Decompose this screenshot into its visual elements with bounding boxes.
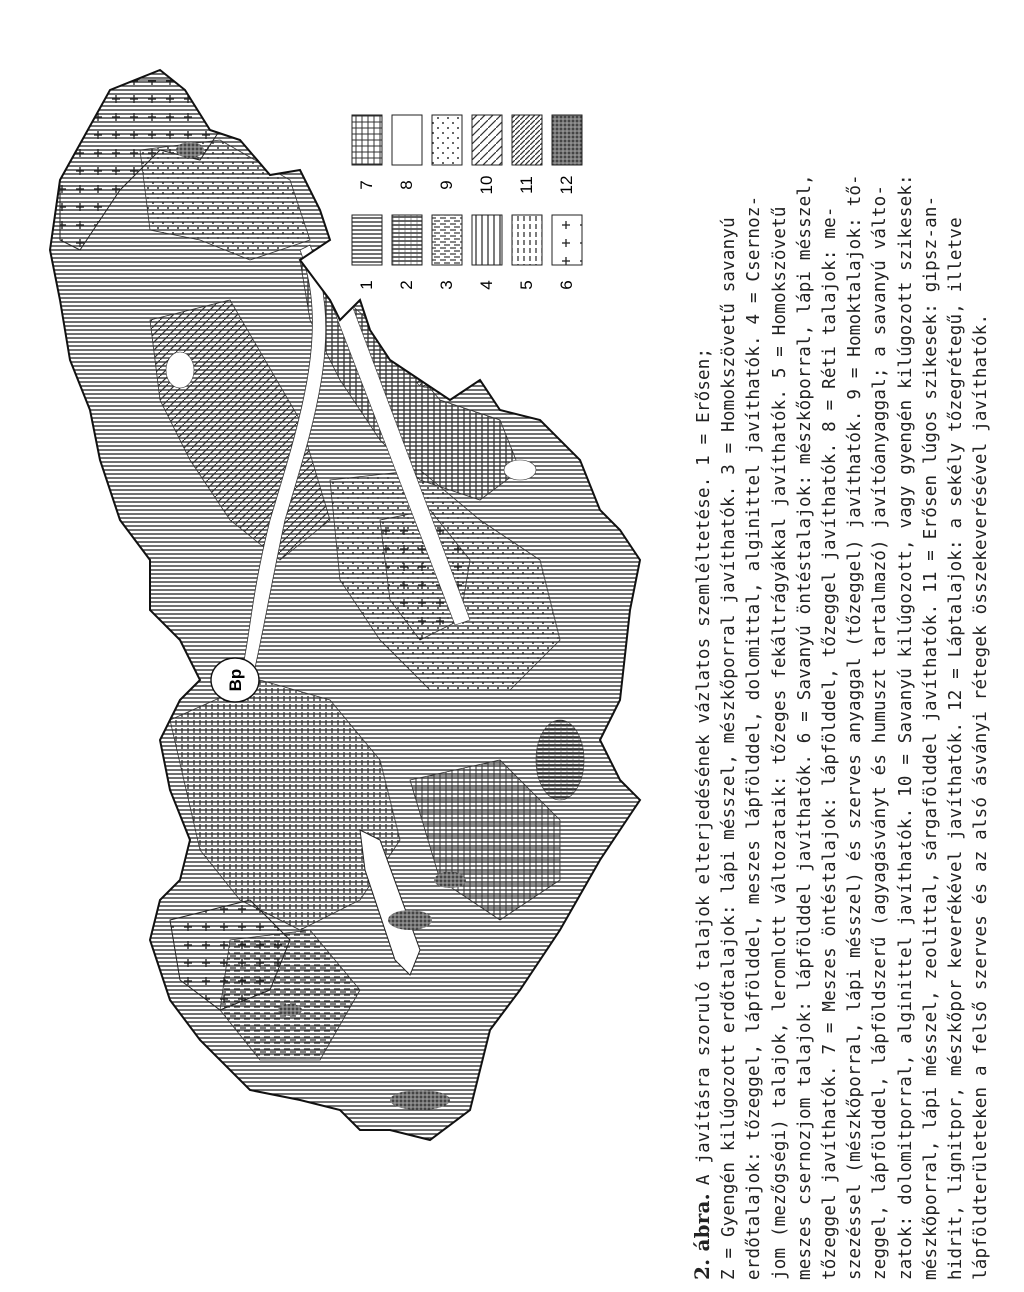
- legend-number-2: 2: [397, 280, 416, 290]
- legend-number-6: 6: [557, 280, 576, 290]
- legend-number-4: 4: [477, 280, 496, 290]
- legend-number-5: 5: [517, 280, 536, 290]
- legend-swatch-11: [512, 115, 542, 165]
- region-class-2-a: [536, 720, 584, 800]
- legend-swatch-6: [552, 215, 582, 265]
- caption-line-4: jom (mezőgségi) talajok, leromlott változataik: tőzeges fekáltrágyákkal javíthatók. 5 = Homokszövetű: [769, 206, 790, 1280]
- legend-number-8: 8: [397, 180, 416, 190]
- map-legend: [352, 115, 582, 290]
- caption-line-12: lápföldterületeken a felső szerves és az alsó ásványi rétegek összekeverésével javíthatók.: [971, 313, 992, 1280]
- legend-number-9: 9: [437, 180, 456, 190]
- caption-line-3: erdőtalajok: tőzeggel, lápfölddel, meszes lápfölddel, dolomittal, alginittel javíthatók. 4 = Csernoz-: [744, 195, 765, 1280]
- caption-line-9: zatok: dolomitporral, alginittel javíthatók. 10 = Savanyú kilúgozott, vagy gyengén kilúgozott szikesek:: [895, 174, 916, 1280]
- legend-number-1: 1: [357, 280, 376, 290]
- legend-number-11: 11: [517, 176, 536, 194]
- region-class-12-d: [176, 142, 204, 158]
- legend-number-7: 7: [357, 180, 376, 190]
- caption-line-5: meszes csernozjom talajok: lápfölddel javíthatók. 6 = Savanyú öntéstalajok: mészkőporral, lápi mésszel,: [794, 174, 815, 1280]
- legend-swatch-5: [512, 215, 542, 265]
- legend-swatch-7: [352, 115, 382, 165]
- legend-number-3: 3: [437, 280, 456, 290]
- city-budapest: [211, 658, 259, 702]
- legend-number-10: 10: [477, 175, 496, 195]
- legend-swatch-9: [432, 115, 462, 165]
- legend-swatch-4: [472, 215, 502, 265]
- region-class-12-a: [388, 910, 432, 930]
- legend-swatch-8: [392, 115, 422, 165]
- caption-line-10: mészkőporral, lápi mésszel, zeolittal, sárgafölddel javíthatók. 11 = Erősen lúgos szikesek: gipsz-an-: [920, 195, 941, 1280]
- caption-line-6: tőzeggel javíthatók. 7 = Meszes öntéstalajok: lápfölddel, tőzeggel javíthatók. 8 = Réti talajok: me-: [820, 206, 841, 1280]
- caption-line-2: Z = Gyengén kilúgozott erdőtalajok: lápi mésszel, mészkőporral javíthatók. 3 = Homokszövetű savanyú: [719, 217, 740, 1280]
- region-class-11-a: [448, 290, 492, 310]
- caption-line-1: 2. ábra.A javításra szoruló talajok elterjedésének vázlatos szemléltetése. 1 = Erősen;: [690, 347, 714, 1280]
- legend-number-12: 12: [557, 175, 576, 195]
- caption-line-8: zeggel, lápfölddel, lápföldszerű (agyagásványt és humuszt tartalmazó) javítóanyaggal; a savanyú válto-: [870, 184, 891, 1280]
- legend-swatch-3: [432, 215, 462, 265]
- region-class-12-b: [434, 872, 466, 888]
- figure-caption: [690, 40, 1000, 1280]
- legend-swatch-10: [472, 115, 502, 165]
- caption-line-11: hidrit, lignitpor, mészkőpor keverékével javíthatók. 12 = Láptalajok: a sekély tőzegrétegű, illetve: [946, 217, 967, 1280]
- region-class-8-b: [166, 352, 194, 388]
- region-class-8-a: [504, 460, 536, 480]
- legend-swatch-12: [552, 115, 582, 165]
- legend-swatch-2: [392, 215, 422, 265]
- figure-label: 2. ábra.: [690, 1193, 714, 1280]
- caption-line-7: szezéssel (mészkőporral, lápi mésszel) és szerves anyaggal (tőzeggel) javíthatók. 9 = Homoktalajok: tő-: [845, 174, 866, 1280]
- city-label: Bp: [226, 668, 245, 692]
- region-class-12-c: [390, 1090, 450, 1110]
- region-class-12-e: [278, 1004, 302, 1016]
- legend-swatch-1: [352, 215, 382, 265]
